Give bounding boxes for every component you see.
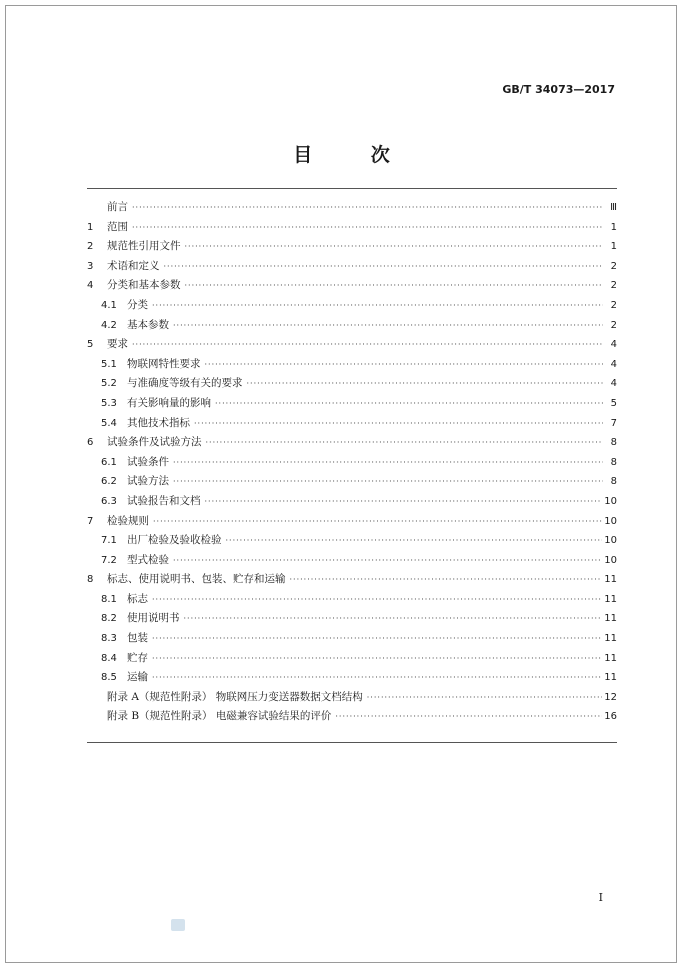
toc-page: 1: [610, 221, 617, 233]
leader-dots: [152, 629, 602, 649]
leader-dots: [185, 276, 604, 296]
toc-entry[interactable]: [87, 257, 617, 277]
toc-page: 11: [604, 593, 617, 605]
toc-page: 11: [604, 672, 617, 684]
toc-page: 4: [610, 378, 617, 390]
toc-page: 4: [610, 358, 617, 370]
toc-title-text: 附录 B（规范性附录） 电磁兼容试验结果的评价: [107, 710, 332, 723]
leader-dots: [215, 394, 603, 414]
toc-title-text: 与准确度等级有关的要求: [127, 377, 243, 390]
toc-number: 3: [87, 260, 94, 272]
toc-entry[interactable]: [87, 531, 617, 551]
toc-number: 5.1: [101, 358, 117, 370]
toc-page: 5: [610, 397, 617, 409]
toc-title-text: 使用说明书: [127, 612, 180, 625]
leader-dots: [185, 237, 604, 257]
toc-page: 2: [610, 299, 617, 311]
leader-dots: [153, 512, 602, 532]
toc-title-text: 有关影响量的影响: [127, 396, 211, 409]
toc-title-text: 试验报告和文档: [127, 494, 201, 507]
leader-dots: [367, 688, 603, 708]
leader-dots: [173, 472, 603, 492]
toc-entry[interactable]: [87, 453, 617, 473]
toc-number: 6.2: [101, 476, 117, 488]
leader-dots: [152, 296, 603, 316]
toc-entry[interactable]: [87, 237, 617, 257]
leader-dots: [132, 218, 603, 238]
toc-title-text: 规范性引用文件: [107, 240, 181, 253]
toc-title-text: 型式检验: [127, 553, 169, 566]
toc-entry[interactable]: [87, 296, 617, 316]
toc-page: 8: [610, 456, 617, 468]
toc-number: 4: [87, 280, 94, 292]
toc-number: 8.5: [101, 672, 117, 684]
toc-title-text: 其他技术指标: [127, 416, 190, 429]
toc-entry[interactable]: [87, 355, 617, 375]
toc-entry[interactable]: [87, 433, 617, 453]
toc-entry[interactable]: [87, 512, 617, 532]
toc-number: 7.2: [101, 554, 117, 566]
toc-entry[interactable]: [87, 668, 617, 688]
toc-page: 16: [604, 711, 617, 723]
toc-number: 5: [87, 339, 94, 351]
bottom-rule: [87, 742, 617, 743]
toc-number: 6.3: [101, 495, 117, 507]
toc-title-text: 分类: [127, 298, 148, 311]
leader-dots: [152, 590, 602, 610]
toc-page: 4: [610, 339, 617, 351]
toc-title-text: 试验条件: [127, 455, 169, 468]
leader-dots: [206, 433, 604, 453]
toc-number: 2: [87, 241, 94, 253]
toc-page: 11: [604, 613, 617, 625]
toc-page: 7: [610, 417, 617, 429]
toc-number: 5.2: [101, 378, 117, 390]
toc-title-text: 物联网特性要求: [127, 357, 201, 370]
toc-page: 2: [610, 280, 617, 292]
leader-dots: [184, 609, 603, 629]
toc-title-text: 贮存: [127, 651, 148, 664]
leader-dots: [152, 649, 602, 669]
toc-number: 6.1: [101, 456, 117, 468]
toc-page: 11: [604, 574, 617, 586]
leader-dots: [152, 668, 602, 688]
toc-entry[interactable]: [87, 374, 617, 394]
toc-title-text: 要求: [107, 338, 128, 351]
toc-number: 5.3: [101, 397, 117, 409]
toc-entry[interactable]: [87, 609, 617, 629]
leader-dots: [205, 492, 603, 512]
toc-title-text: 术语和定义: [107, 259, 160, 272]
watermark-stamp: [171, 919, 185, 931]
toc-page: 11: [604, 652, 617, 664]
leader-dots: [173, 453, 603, 473]
leader-dots: [132, 198, 603, 218]
toc-entry[interactable]: [87, 276, 617, 296]
leader-dots: [173, 316, 603, 336]
leader-dots: [335, 707, 602, 727]
leader-dots: [290, 570, 603, 590]
toc-entry[interactable]: [87, 414, 617, 434]
toc-page: 2: [610, 260, 617, 272]
toc-title: 目 次: [293, 144, 416, 166]
standard-code: GB/T 34073—2017: [502, 83, 615, 96]
toc-number: 7: [87, 515, 94, 527]
toc-page: 11: [604, 633, 617, 645]
toc-entry[interactable]: [87, 218, 617, 238]
toc-page: 1: [610, 241, 617, 253]
toc-page: 10: [604, 515, 617, 527]
leader-dots: [226, 531, 603, 551]
toc-title-text: 标志、使用说明书、包装、贮存和运输: [107, 573, 286, 586]
toc-title-text: 范围: [107, 220, 128, 233]
toc-page: 2: [610, 319, 617, 331]
toc-entry[interactable]: [87, 590, 617, 610]
toc-number: 8.4: [101, 652, 117, 664]
toc-number: 6: [87, 437, 94, 449]
toc-title-text: 检验规则: [107, 514, 149, 527]
table-of-contents: [87, 198, 617, 727]
toc-page: 10: [604, 495, 617, 507]
toc-title-text: 运输: [127, 671, 148, 684]
toc-number: 5.4: [101, 417, 117, 429]
leader-dots: [164, 257, 604, 277]
toc-entry[interactable]: [87, 394, 617, 414]
toc-number: 7.1: [101, 535, 117, 547]
toc-title-text: 试验方法: [127, 475, 169, 488]
toc-entry[interactable]: [87, 198, 617, 218]
leader-dots: [173, 551, 602, 571]
leader-dots: [247, 374, 604, 394]
toc-title-text: 基本参数: [127, 318, 169, 331]
toc-number: 1: [87, 221, 94, 233]
toc-page: Ⅲ: [610, 202, 617, 213]
toc-page: 10: [604, 554, 617, 566]
toc-title-text: 标志: [127, 592, 148, 605]
toc-entry[interactable]: [87, 570, 617, 590]
top-rule: [87, 188, 617, 189]
toc-page: 8: [610, 437, 617, 449]
toc-entry[interactable]: [87, 688, 617, 708]
toc-title-text: 试验条件及试验方法: [107, 436, 202, 449]
toc-title-text: 出厂检验及验收检验: [127, 534, 222, 547]
toc-entry[interactable]: [87, 551, 617, 571]
toc-entry[interactable]: [87, 335, 617, 355]
leader-dots: [132, 335, 603, 355]
toc-number: 8.1: [101, 593, 117, 605]
toc-title-text: 分类和基本参数: [107, 279, 181, 292]
page-number: I: [598, 891, 603, 904]
toc-page: 12: [604, 691, 617, 703]
toc-number: 8.3: [101, 633, 117, 645]
toc-title-text: 包装: [127, 632, 148, 645]
toc-number: 8: [87, 574, 94, 586]
leader-dots: [205, 355, 604, 375]
toc-entry[interactable]: [87, 492, 617, 512]
toc-page: 8: [610, 476, 617, 488]
toc-title-text: 附录 A（规范性附录） 物联网压力变送器数据文档结构: [107, 690, 363, 703]
toc-entry[interactable]: [87, 707, 617, 727]
toc-entry[interactable]: [87, 316, 617, 336]
toc-page: 10: [604, 535, 617, 547]
toc-entry[interactable]: [87, 472, 617, 492]
toc-title-text: 前言: [107, 201, 128, 213]
toc-number: 4.2: [101, 319, 117, 331]
toc-entry[interactable]: [87, 649, 617, 669]
toc-number: 8.2: [101, 613, 117, 625]
leader-dots: [194, 414, 603, 434]
toc-number: 4.1: [101, 299, 117, 311]
toc-entry[interactable]: [87, 629, 617, 649]
